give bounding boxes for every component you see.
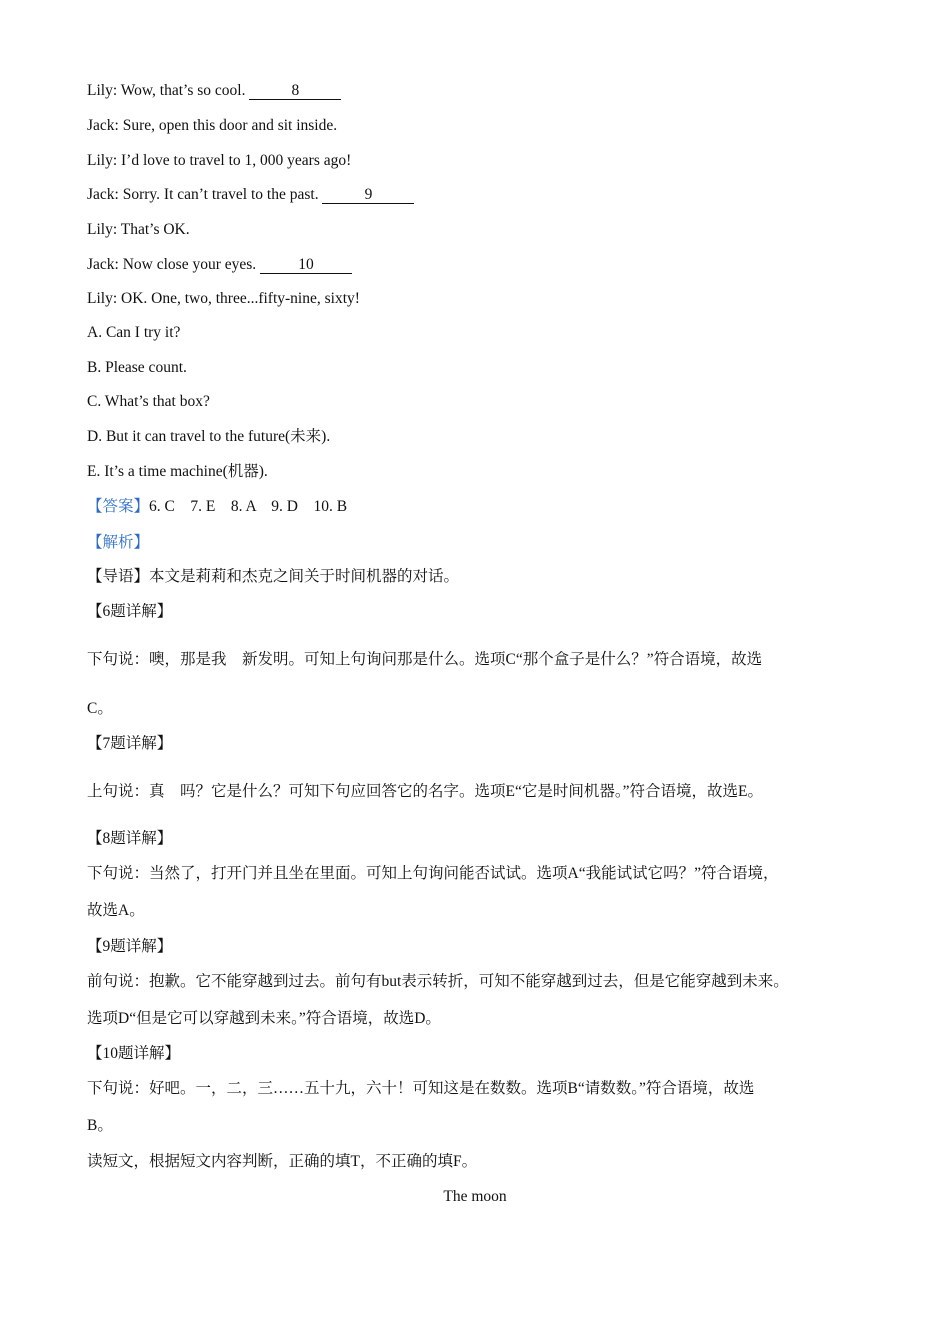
passage-title: The moon <box>443 1188 507 1205</box>
dialogue-line-5: Lily: That’s OK. <box>87 221 190 238</box>
detail-text-8: 下句说：当然了，打开门并且坐在里面。可知上句询问能否试试。选项A“我能试试它吗？”符合语境， <box>87 865 779 882</box>
detail-title-9: 【9题详解】 <box>87 938 173 955</box>
dialogue-text: Lily: Wow, that’s so cool. <box>87 82 250 99</box>
detail-text-8-cont: 故选A。 <box>87 902 145 919</box>
detail-title-6: 【6题详解】 <box>87 603 173 620</box>
guide-text: 【导语】本文是莉莉和杰克之间关于时间机器的对话。 <box>87 568 460 585</box>
instruction-text: 读短文，根据短文内容判断，正确的填T，不正确的填F。 <box>87 1153 478 1170</box>
detail-title-10: 【10题详解】 <box>87 1045 181 1062</box>
analysis-label: 【解析】 <box>87 534 150 551</box>
dialogue-line-4 <box>87 185 414 205</box>
detail-text-9: 前句说：抱歉。它不能穿越到过去。前句有but表示转折，可知不能穿越到过去，但是它能穿越到未来。 <box>87 973 789 990</box>
detail-text-9-cont: 选项D“但是它可以穿越到未来。”符合语境，故选D。 <box>87 1010 441 1027</box>
option-b: B. Please count. <box>87 359 187 376</box>
dialogue-line-2: Jack: Sure, open this door and sit inside. <box>87 117 338 134</box>
detail-text-10-cont: B。 <box>87 1117 113 1134</box>
detail-title-8: 【8题详解】 <box>87 830 173 847</box>
detail-text-10: 下句说：好吧。一，二，三……五十九，六十！可知这是在数数。选项B“请数数。”符合语境，故选 <box>87 1080 755 1097</box>
detail-text-6: 下句说：噢，那是我 新发明。可知上句询问那是什么。选项C“那个盒子是什么？”符合语境，故选 <box>87 651 763 668</box>
option-a: A. Can I try it? <box>87 324 181 341</box>
option-d: D. But it can travel to the future(未来). <box>87 428 331 445</box>
answer-label: 【答案】 <box>87 498 150 515</box>
answer-line <box>87 497 347 517</box>
dialogue-line-1 <box>87 81 341 101</box>
detail-text-6-cont: C。 <box>87 700 113 717</box>
dialogue-line-7: Lily: OK. One, two, three...fifty-nine, sixty! <box>87 290 360 307</box>
detail-text-7: 上句说：真 吗？它是什么？可知下句应回答它的名字。选项E“它是时间机器。”符合语境，故选E。 <box>87 783 763 800</box>
dialogue-line-6 <box>87 255 352 275</box>
answer-blank-8: 8 <box>249 83 341 100</box>
detail-title-7: 【7题详解】 <box>87 735 173 752</box>
answer-blank-10: 10 <box>260 257 352 274</box>
option-c: C. What’s that box? <box>87 393 210 410</box>
dialogue-line-3: Lily: I’d love to travel to 1, 000 years ago! <box>87 152 352 169</box>
answer-blank-9: 9 <box>322 187 414 204</box>
dialogue-text: Jack: Sorry. It can’t travel to the past. <box>87 186 323 203</box>
option-e: E. It’s a time machine(机器). <box>87 463 268 480</box>
dialogue-text: Jack: Now close your eyes. <box>87 256 261 273</box>
answer-text: 6. C 7. E 8. A 9. D 10. B <box>149 498 348 515</box>
